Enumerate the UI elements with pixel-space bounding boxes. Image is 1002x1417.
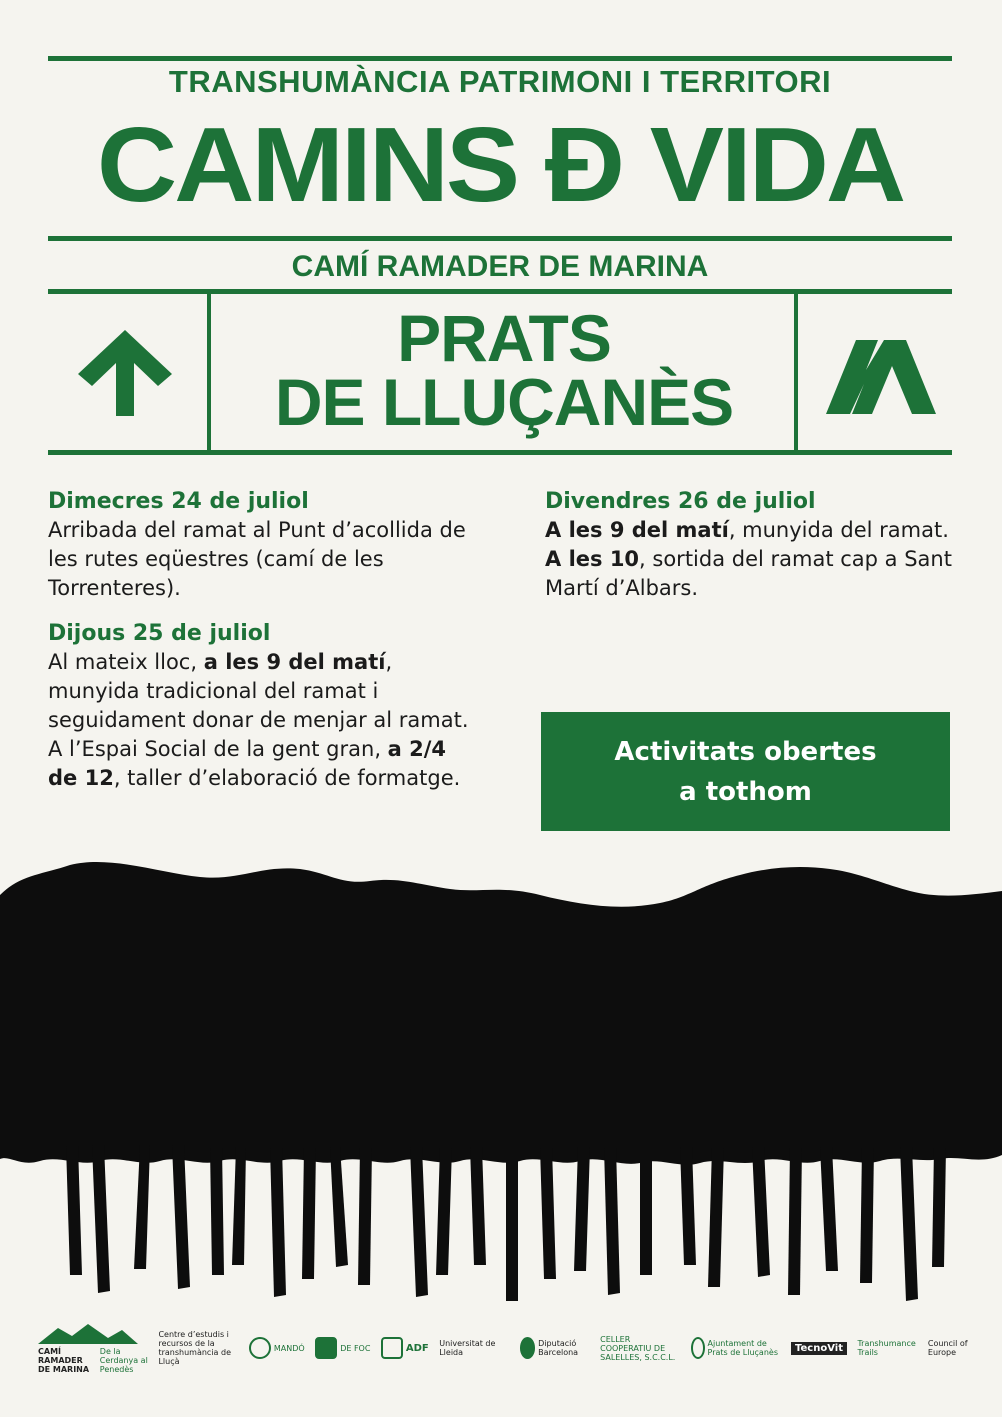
- day3-line-2: A les 10, sortida del ramat cap a Sant Martí d’Albars.: [545, 547, 952, 600]
- day3-date: Divendres 26 de juliol: [545, 489, 816, 514]
- sponsor-de-foc: DE FOC: [315, 1337, 370, 1359]
- up-arrow-icon: [78, 330, 172, 416]
- sponsor-centre-estudis: Centre d’estudis i recursos de la transhumància de Lluçà: [158, 1330, 231, 1366]
- schedule-left-column: [48, 487, 478, 793]
- open-activities-badge: [541, 712, 950, 831]
- badge-line-2: a tothom: [679, 776, 812, 807]
- sign-bottom-rule: [48, 450, 952, 455]
- sponsor-mando: MANDÓ: [249, 1337, 305, 1359]
- day1-date: Dimecres 24 de juliol: [48, 489, 309, 514]
- sponsor-cami-ramader: CAMÍ RAMADER DE MARINA De la Cerdanya al Penedès: [38, 1322, 148, 1374]
- sponsor-universitat-lleida: Universitat de Lleida: [439, 1339, 496, 1357]
- poster-subtitle: TRANSHUMÀNCIA PATRIMONI I TERRITORI: [168, 64, 832, 99]
- sponsor-adf: ADF: [381, 1337, 429, 1359]
- title-rule: [48, 236, 952, 241]
- town-name: [212, 301, 796, 439]
- sponsor-tecnovit: TecnoVit: [791, 1342, 847, 1355]
- m-logo-icon: [826, 340, 936, 414]
- day2-date: Dijous 25 de juliol: [48, 621, 271, 646]
- sign-top-rule: [48, 289, 952, 294]
- schedule-right-column: [545, 487, 965, 603]
- top-rule: [48, 56, 952, 61]
- sponsor-council-europe: Council of Europe: [927, 1339, 968, 1357]
- day2-text: Al mateix lloc, a les 9 del matí, munyida tradicional del ramat i seguidament donar de menjar al ramat. A l’Espai Social de la gent gran, a 2/4 de 12, taller d’elaboració de formatge.: [48, 650, 469, 790]
- sponsor-celler: CELLER COOPERATIU DE SALELLES, S.C.C.L.: [600, 1334, 676, 1362]
- sign-divider-left: [207, 289, 211, 455]
- day3-line-1: A les 9 del matí, munyida del ramat.: [545, 518, 949, 542]
- badge-line-1: Activitats obertes: [614, 736, 877, 767]
- poster-title: CAMINS Đ VIDA: [96, 106, 904, 224]
- sponsor-logos-bar: [38, 1318, 968, 1378]
- route-name: CAMÍ RAMADER DE MARINA: [291, 250, 709, 283]
- sheep-logo-icon: [38, 1322, 138, 1344]
- day1-text: Arribada del ramat al Punt d’acollida de les rutes eqüestres (camí de les Torrenteres).: [48, 518, 466, 600]
- town-line-1: PRATS: [397, 301, 611, 375]
- sponsor-diputacio: Diputació Barcelona: [520, 1337, 590, 1359]
- sponsor-ajuntament: Ajuntament de Prats de Lluçanès: [691, 1337, 781, 1359]
- sponsor-transhumance-trails: Transhumance Trails: [857, 1339, 916, 1357]
- town-line-2: DE LLUÇANÈS: [274, 365, 734, 439]
- sheep-flock-illustration: [0, 855, 1002, 1315]
